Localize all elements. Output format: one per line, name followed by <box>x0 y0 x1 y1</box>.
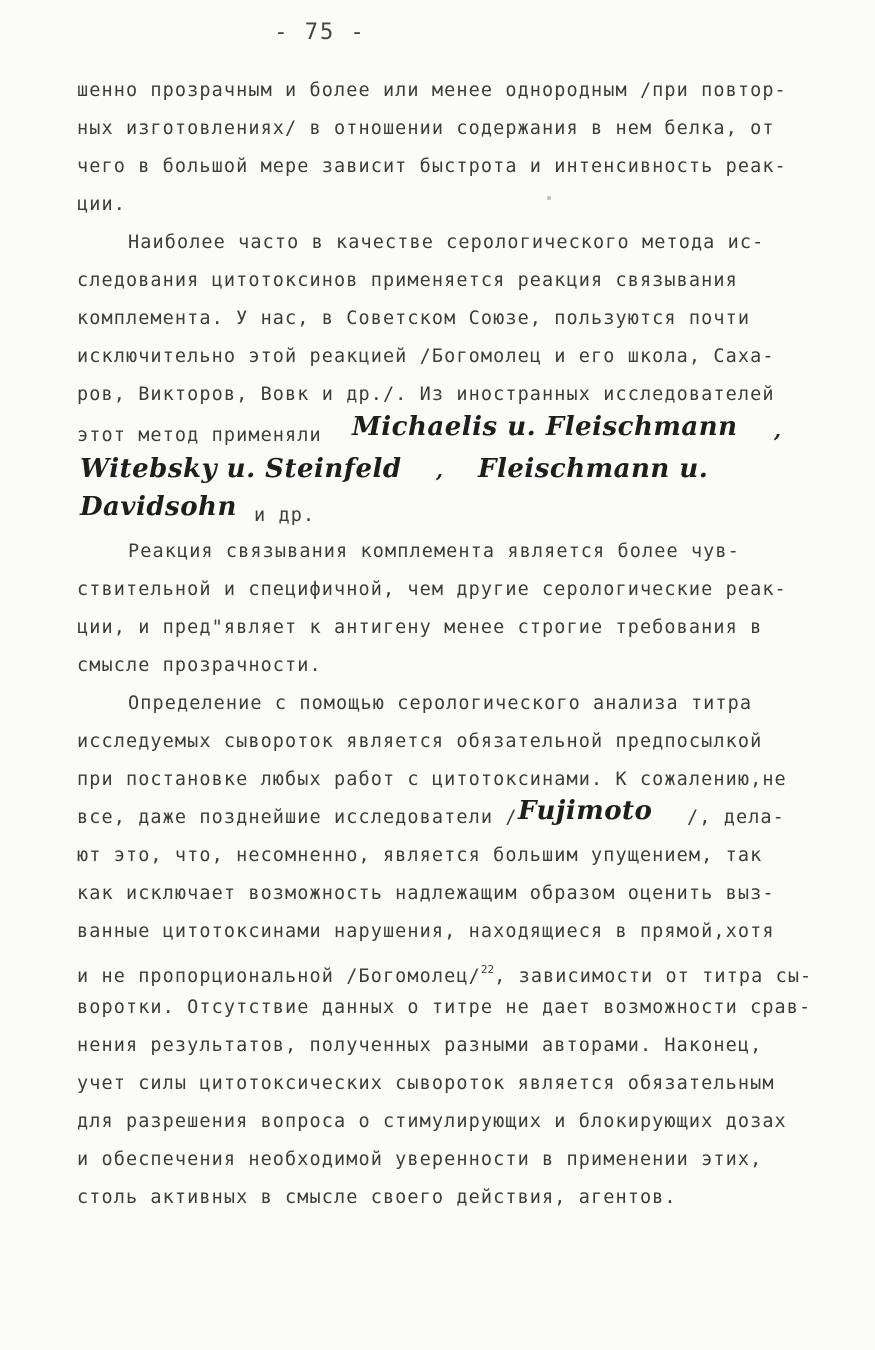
text-line: как исключает возможность надлежащим образом оценить выз- <box>77 883 775 904</box>
text-segment: , зависимости от титра сы- <box>494 966 813 987</box>
text-line: воротки. Отсутствие данных о титре не дает возможности срав- <box>77 997 812 1018</box>
text-line: исключительно этой реакцией /Богомолец и его школа, Саха- <box>77 346 775 367</box>
text-line: Наиболее часто в качестве серологического метода ис- <box>128 232 765 253</box>
text-line: комплемента. У нас, в Советском Союзе, пользуются почти <box>77 308 751 329</box>
text-line: шенно прозрачным и более или менее однородным /при повтор- <box>77 80 787 101</box>
text-line: этот метод применяли <box>77 425 322 446</box>
text-segment: и не пропорциональной /Богомолец/ <box>77 966 481 987</box>
citation-superscript: 22 <box>480 963 495 976</box>
text-line: /, дела- <box>687 807 785 828</box>
handwritten-author-michaelis: Michaelis u. Fleischmann <box>352 412 738 442</box>
text-line: столь активных в смысле своего действия, агентов. <box>77 1187 677 1208</box>
text-line <box>77 957 812 990</box>
page-number: - 75 - <box>274 20 366 45</box>
text-line: ции, и пред"являет к антигену менее строгие требования в <box>77 617 763 638</box>
text-line: чего в большой мере зависит быстрота и интенсивность реак- <box>77 156 787 177</box>
text-line: и обеспечения необходимой уверенности в применении этих, <box>77 1149 763 1170</box>
text-line: следования цитотоксинов применяется реакция связывания <box>77 270 738 291</box>
text-line: Реакция связывания комплемента является более чув- <box>128 541 740 562</box>
handwritten-author-witebsky: Witebsky u. Steinfeld <box>80 454 402 484</box>
text-line: ции. <box>77 194 126 215</box>
text-line: и др. <box>254 505 316 526</box>
handwritten-author-davidsohn: Davidsohn <box>80 492 237 522</box>
text-line: исследуемых сывороток является обязательной предпосылкой <box>77 731 763 752</box>
text-line: ют это, что, несомненно, является большим упущением, так <box>77 845 763 866</box>
text-line: ров, Викторов, Вовк и др./. Из иностранных исследователей <box>77 384 775 405</box>
text-line: ствительной и специфичной, чем другие серологические реак- <box>77 579 787 600</box>
text-line: смысле прозрачности. <box>77 655 322 676</box>
text-line: учет силы цитотоксических сывороток является обязательным <box>77 1073 775 1094</box>
text-line: ных изготовлениях/ в отношении содержания в нем белка, от <box>77 118 775 139</box>
text-line: Определение с помощью серологического анализа титра <box>128 693 753 714</box>
paper-speck <box>547 196 551 200</box>
text-line: нения результатов, полученных разными авторами. Наконец, <box>77 1035 763 1056</box>
handwritten-comma: , <box>436 458 444 482</box>
handwritten-comma: , <box>774 418 782 442</box>
text-line: все, даже позднейшие исследователи / <box>77 807 518 828</box>
text-line: при постановке любых работ с цитотоксинами. К сожалению,не <box>77 769 787 790</box>
handwritten-author-fleischmann: Fleischmann u. <box>478 454 709 484</box>
text-line: для разрешения вопроса о стимулирующих и блокирующих дозах <box>77 1111 787 1132</box>
text-line: ванные цитотоксинами нарушения, находящиеся в прямой,хотя <box>77 921 775 942</box>
handwritten-author-fujimoto: Fujimoto <box>518 796 653 826</box>
